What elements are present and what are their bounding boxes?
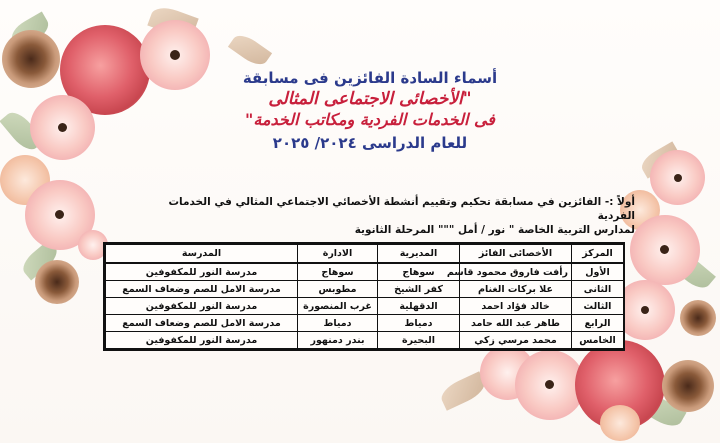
intro-line-2: لمدارس التربية الخاصة " نور / أمل """ المرحلة الثانوية xyxy=(354,224,635,236)
cell-school: مدرسة النور للمكفوفين xyxy=(106,332,298,349)
title-line-3: فى الخدمات الفردية ومكاتب الخدمة" xyxy=(245,110,495,129)
flower-center xyxy=(660,245,669,254)
cell-administration: بندر دمنهور xyxy=(298,332,378,349)
brown-flower xyxy=(680,300,716,336)
brown-flower xyxy=(662,360,714,412)
header-rank: المركز xyxy=(572,245,624,264)
cell-name: خالد فؤاد احمد xyxy=(460,298,572,315)
table-row xyxy=(106,281,624,298)
cell-administration: مطوبس xyxy=(298,281,378,298)
header-directorate: المديرية xyxy=(378,245,460,264)
intro-line-1: أولاً :- الفائزين في مسابقة تحكيم وتقييم أنشطة الأخصائي الاجتماعي المثالي في الخدمات الفردية xyxy=(168,196,635,222)
title-line-4: للعام الدراسى ٢٠٢٤/ ٢٠٢٥ xyxy=(272,134,468,152)
cell-school: مدرسة النور للمكفوفين xyxy=(106,263,298,281)
flower-center xyxy=(170,50,180,60)
cell-directorate: البحيرة xyxy=(378,332,460,349)
cell-school: مدرسة الامل للصم وضعاف السمع xyxy=(106,315,298,332)
cell-name: رأفت فاروق محمود قاسم xyxy=(460,263,572,281)
cell-school: مدرسة النور للمكفوفين xyxy=(106,298,298,315)
header-name: الأخصائى الفائز xyxy=(460,245,572,264)
leaf-decoration xyxy=(228,30,272,69)
table-row xyxy=(106,332,624,349)
table-row xyxy=(106,263,624,281)
flower-center xyxy=(674,174,682,182)
brown-flower xyxy=(35,260,79,304)
cell-rank: الخامس xyxy=(572,332,624,349)
cell-rank: الثالث xyxy=(572,298,624,315)
flower-center xyxy=(545,380,554,389)
cell-directorate: كفر الشيخ xyxy=(378,281,460,298)
header-school: المدرسة xyxy=(106,245,298,264)
cell-name: طاهر عبد الله حامد xyxy=(460,315,572,332)
cell-directorate: سوهاج xyxy=(378,263,460,281)
cell-administration: سوهاج xyxy=(298,263,378,281)
cell-school: مدرسة الامل للصم وضعاف السمع xyxy=(106,281,298,298)
cell-name: علا بركات الغنام xyxy=(460,281,572,298)
cell-directorate: دمياط xyxy=(378,315,460,332)
title-line-1: أسماء السادة الفائزين فى مسابقة xyxy=(242,69,498,87)
peach-flower xyxy=(600,405,640,441)
winners-table xyxy=(103,242,625,351)
cell-administration: غرب المنصورة xyxy=(298,298,378,315)
flower-center xyxy=(55,210,64,219)
brown-flower xyxy=(2,30,60,88)
cell-rank: الأول xyxy=(572,263,624,281)
table-row xyxy=(106,298,624,315)
cell-directorate: الدقهلية xyxy=(378,298,460,315)
title-block xyxy=(200,68,540,154)
flower-center xyxy=(641,306,649,314)
cell-name: محمد مرسي زكي xyxy=(460,332,572,349)
header-administration: الادارة xyxy=(298,245,378,264)
flower-center xyxy=(58,123,67,132)
title-line-2: "الأخصائى الاجتماعى المثالى xyxy=(268,89,472,109)
cell-rank: الثانى xyxy=(572,281,624,298)
intro-text xyxy=(160,195,635,237)
cell-rank: الرابع xyxy=(572,315,624,332)
table-header-row xyxy=(106,245,624,264)
table-row xyxy=(106,315,624,332)
cell-administration: دمياط xyxy=(298,315,378,332)
